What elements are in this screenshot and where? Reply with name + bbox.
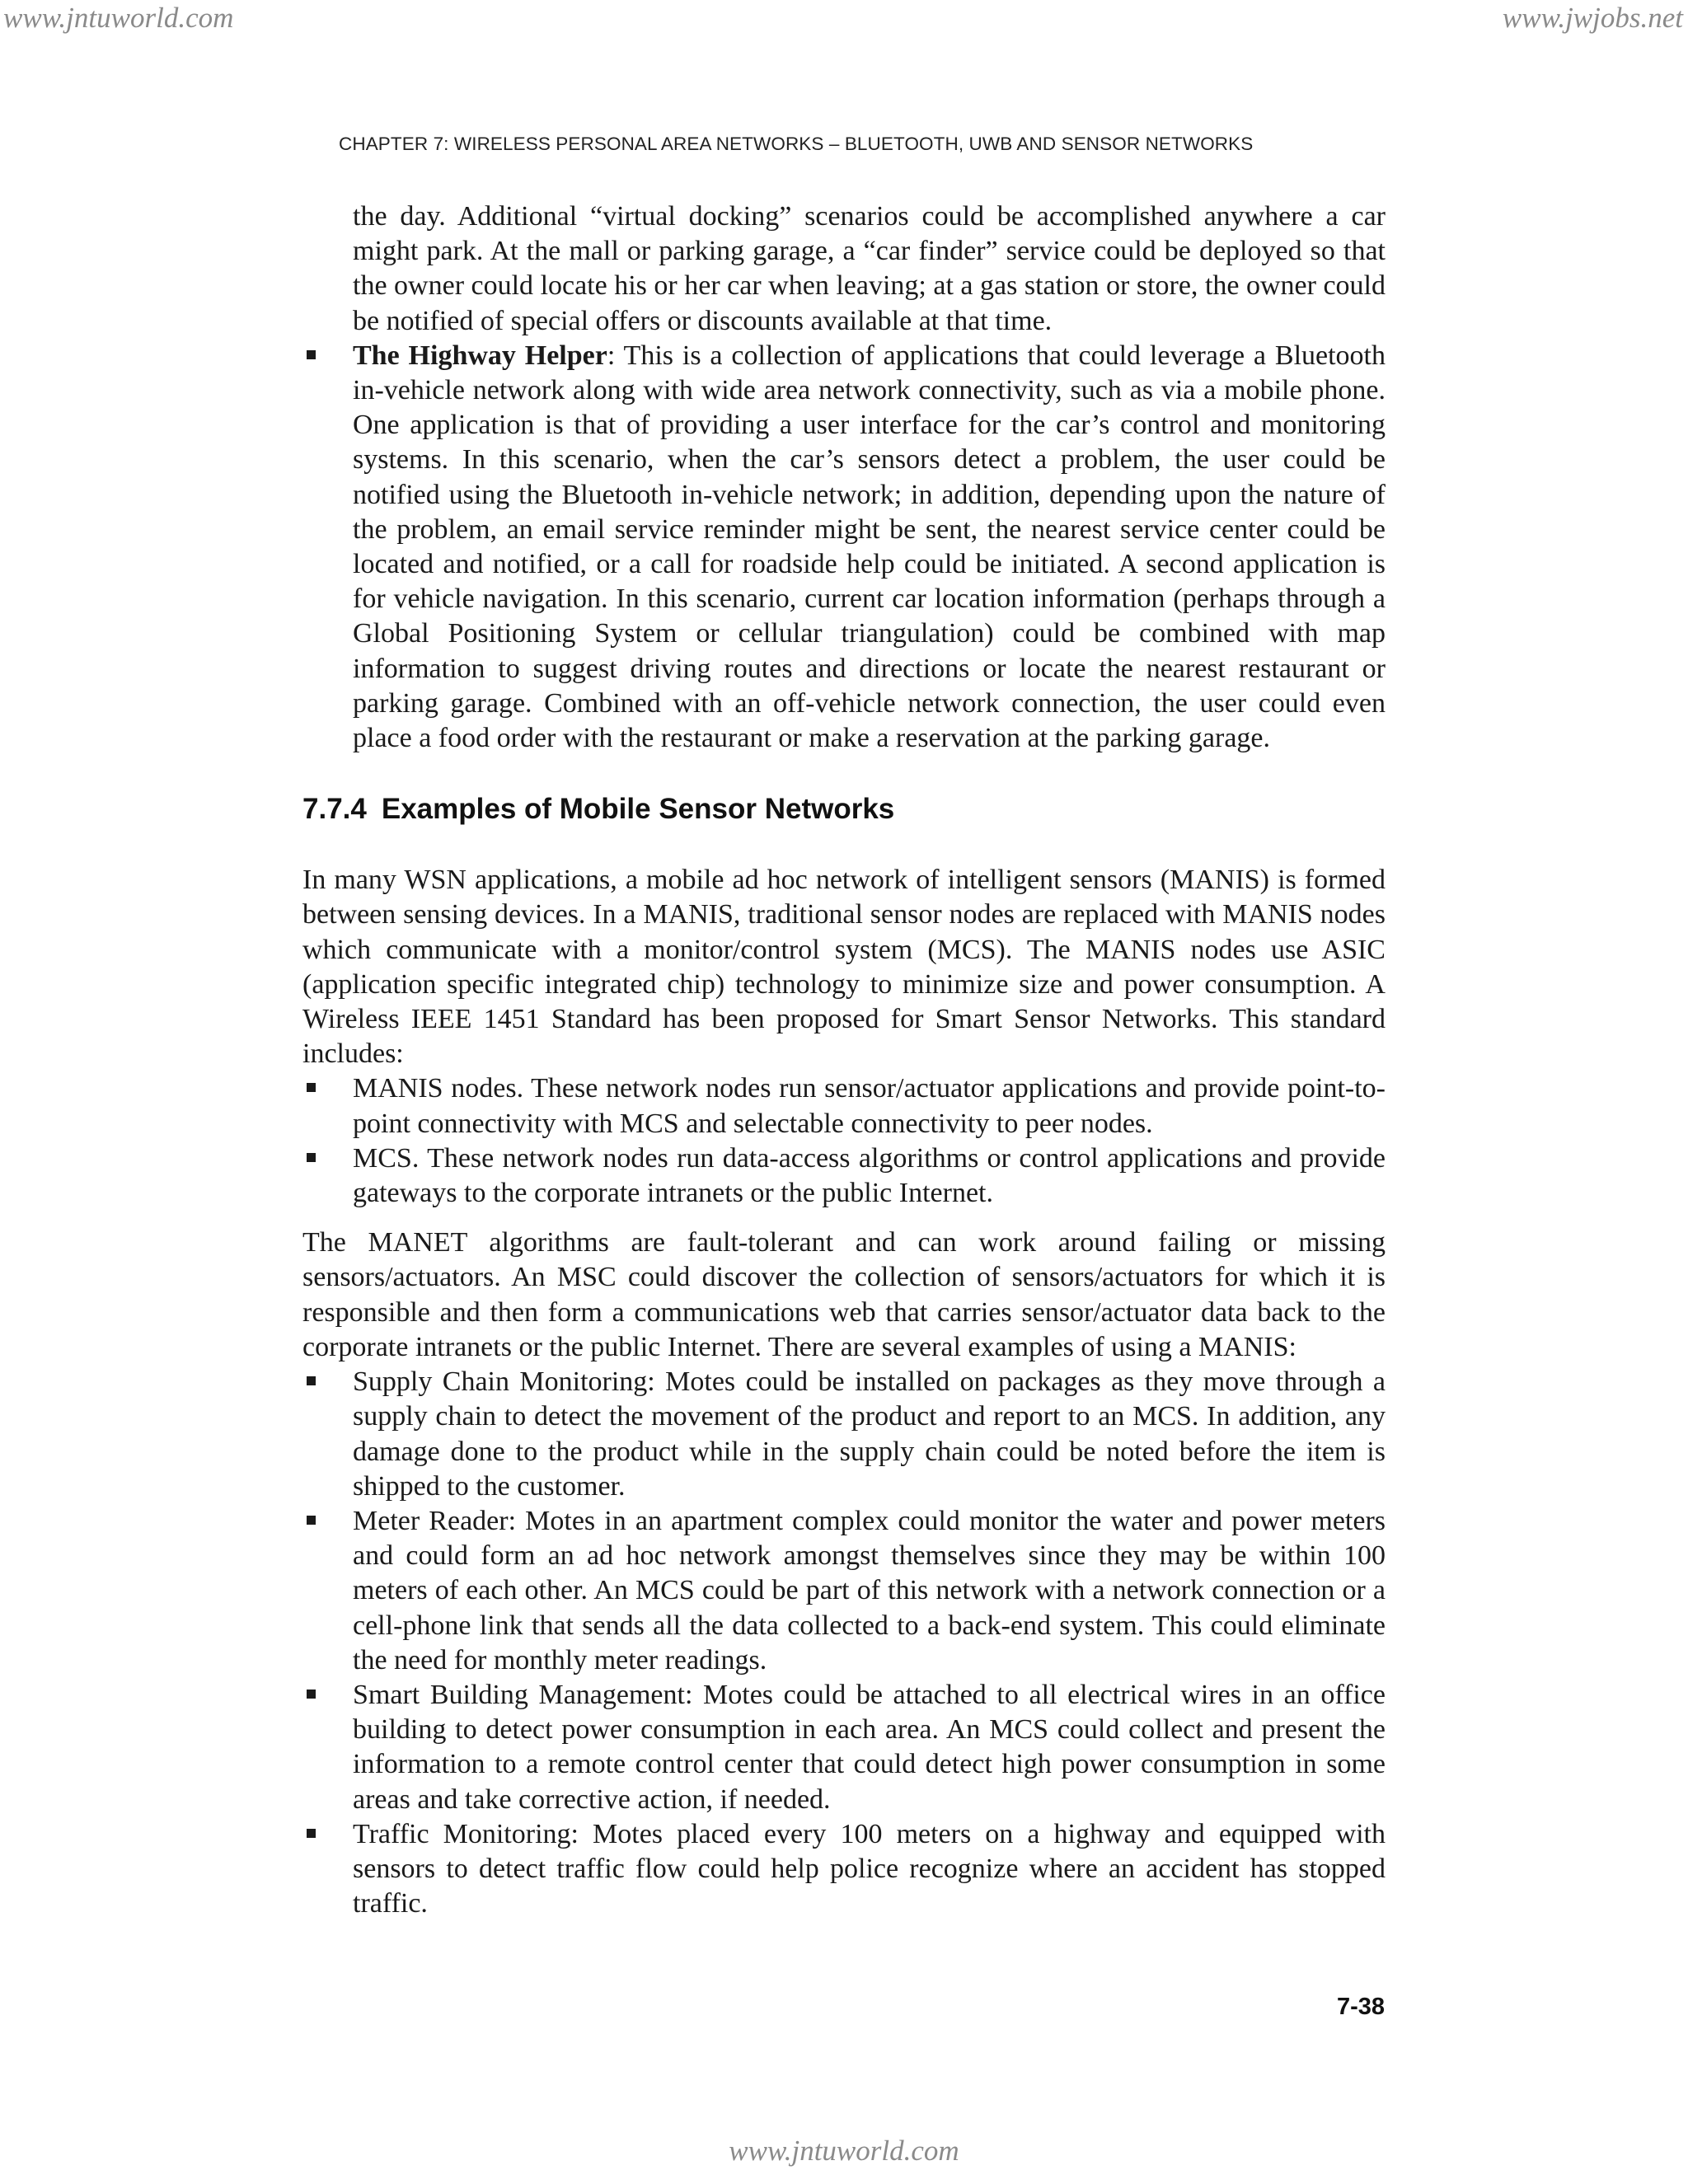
page-number: 7-38 — [1336, 1994, 1385, 2020]
manis-intro-paragraph: In many WSN applications, a mobile ad hoc network of intelligent sensors (MANIS) is formed between sensing devices. In a MANIS, traditional sensor nodes are replaced with MANIS nodes which communicate with a monitor/control system (MCS). The MANIS nodes use ASIC (application specific integrated chip) technology to minimize size and power consumption. A Wireless IEEE 1451 Standard has been proposed for Smart Sensor Networks. This standard includes: — [302, 865, 1386, 1070]
highway-helper-list — [302, 339, 1386, 756]
page-body — [302, 199, 1386, 1921]
list-item-highway-helper — [302, 339, 1386, 756]
section-number: 7.7.4 — [302, 793, 367, 826]
standard-list — [302, 1071, 1386, 1211]
running-head: CHAPTER 7: WIRELESS PERSONAL AREA NETWORKS – BLUETOOTH, UWB AND SENSOR NETWORKS — [339, 134, 1254, 154]
list-item: Smart Building Management: Motes could be attached to all electrical wires in an office building to detect power consumption in each area. An MCS could collect and present the information to a remote control center that could detect high power consumption in some areas and take corrective action, if needed. — [302, 1678, 1386, 1817]
list-item: Traffic Monitoring: Motes placed every 100 meters on a highway and equipped with sensors to detect traffic flow could help police recognize where an accident has stopped traffic. — [302, 1817, 1386, 1922]
watermark-top-left: www.jntuworld.com — [3, 2, 234, 34]
highway-helper-term: The Highway Helper — [353, 340, 607, 371]
section-heading — [302, 792, 1386, 827]
intro-continuation-paragraph: the day. Additional “virtual docking” scenarios could be accomplished anywhere a car might park. At the mall or parking garage, a “car finder” service could be deployed so that the owner could locate his or her car when leaving; at a gas station or store, the owner could be notified of special offers or discounts available at that time. — [353, 201, 1386, 336]
list-item: MCS. These network nodes run data-access algorithms or control applications and provide gateways to the corporate intranets or the public Internet. — [302, 1141, 1386, 1211]
list-item: MANIS nodes. These network nodes run sensor/actuator applications and provide point-to-point connectivity with MCS and selectable connectivity to peer nodes. — [302, 1071, 1386, 1141]
section-title: Examples of Mobile Sensor Networks — [381, 793, 895, 826]
highway-helper-text: : This is a collection of applications that could leverage a Bluetooth in-vehicle network along with wide area network connectivity, such as via a mobile phone. One application is that of providing a user interface for the car’s control and monitoring systems. In this scenario, when the car’s sensors detect a problem, the user could be notified using the Bluetooth in-vehicle network; in addition, depending upon the nature of the problem, an email service reminder might be sent, the nearest service center could be located and notified, or a call for roadside help could be initiated. A second application is for vehicle navigation. In this scenario, current car location information (perhaps through a Global Positioning System or cellular triangulation) could be combined with map information to suggest driving routes and directions or locate the nearest restaurant or parking garage. Combined with an off-vehicle network connection, the user could even place a food order with the restaurant or make a reservation at the parking garage. — [353, 340, 1386, 754]
list-item: Meter Reader: Motes in an apartment complex could monitor the water and power meters and could form an ad hoc network amongst themselves since they may be within 100 meters of each other. An MCS could be part of this network with a network connection or a cell-phone link that sends all the data collected to a back-end system. This could eliminate the need for monthly meter readings. — [302, 1504, 1386, 1678]
manet-paragraph: The MANET algorithms are fault-tolerant and can work around failing or missing sensors/actuators. An MSC could discover the collection of sensors/actuators for which it is responsible and then form a communications web that carries sensor/actuator data back to the corporate intranets or the public Internet. There are several examples of using a MANIS: — [302, 1227, 1386, 1362]
watermark-top-right: www.jwjobs.net — [1502, 2, 1683, 34]
manis-examples-list — [302, 1365, 1386, 1921]
watermark-bottom: www.jntuworld.com — [729, 2135, 959, 2167]
list-item: Supply Chain Monitoring: Motes could be installed on packages as they move through a supply chain to detect the movement of the product and report to an MCS. In addition, any damage done to the product while in the supply chain could be noted before the item is shipped to the customer. — [302, 1365, 1386, 1504]
